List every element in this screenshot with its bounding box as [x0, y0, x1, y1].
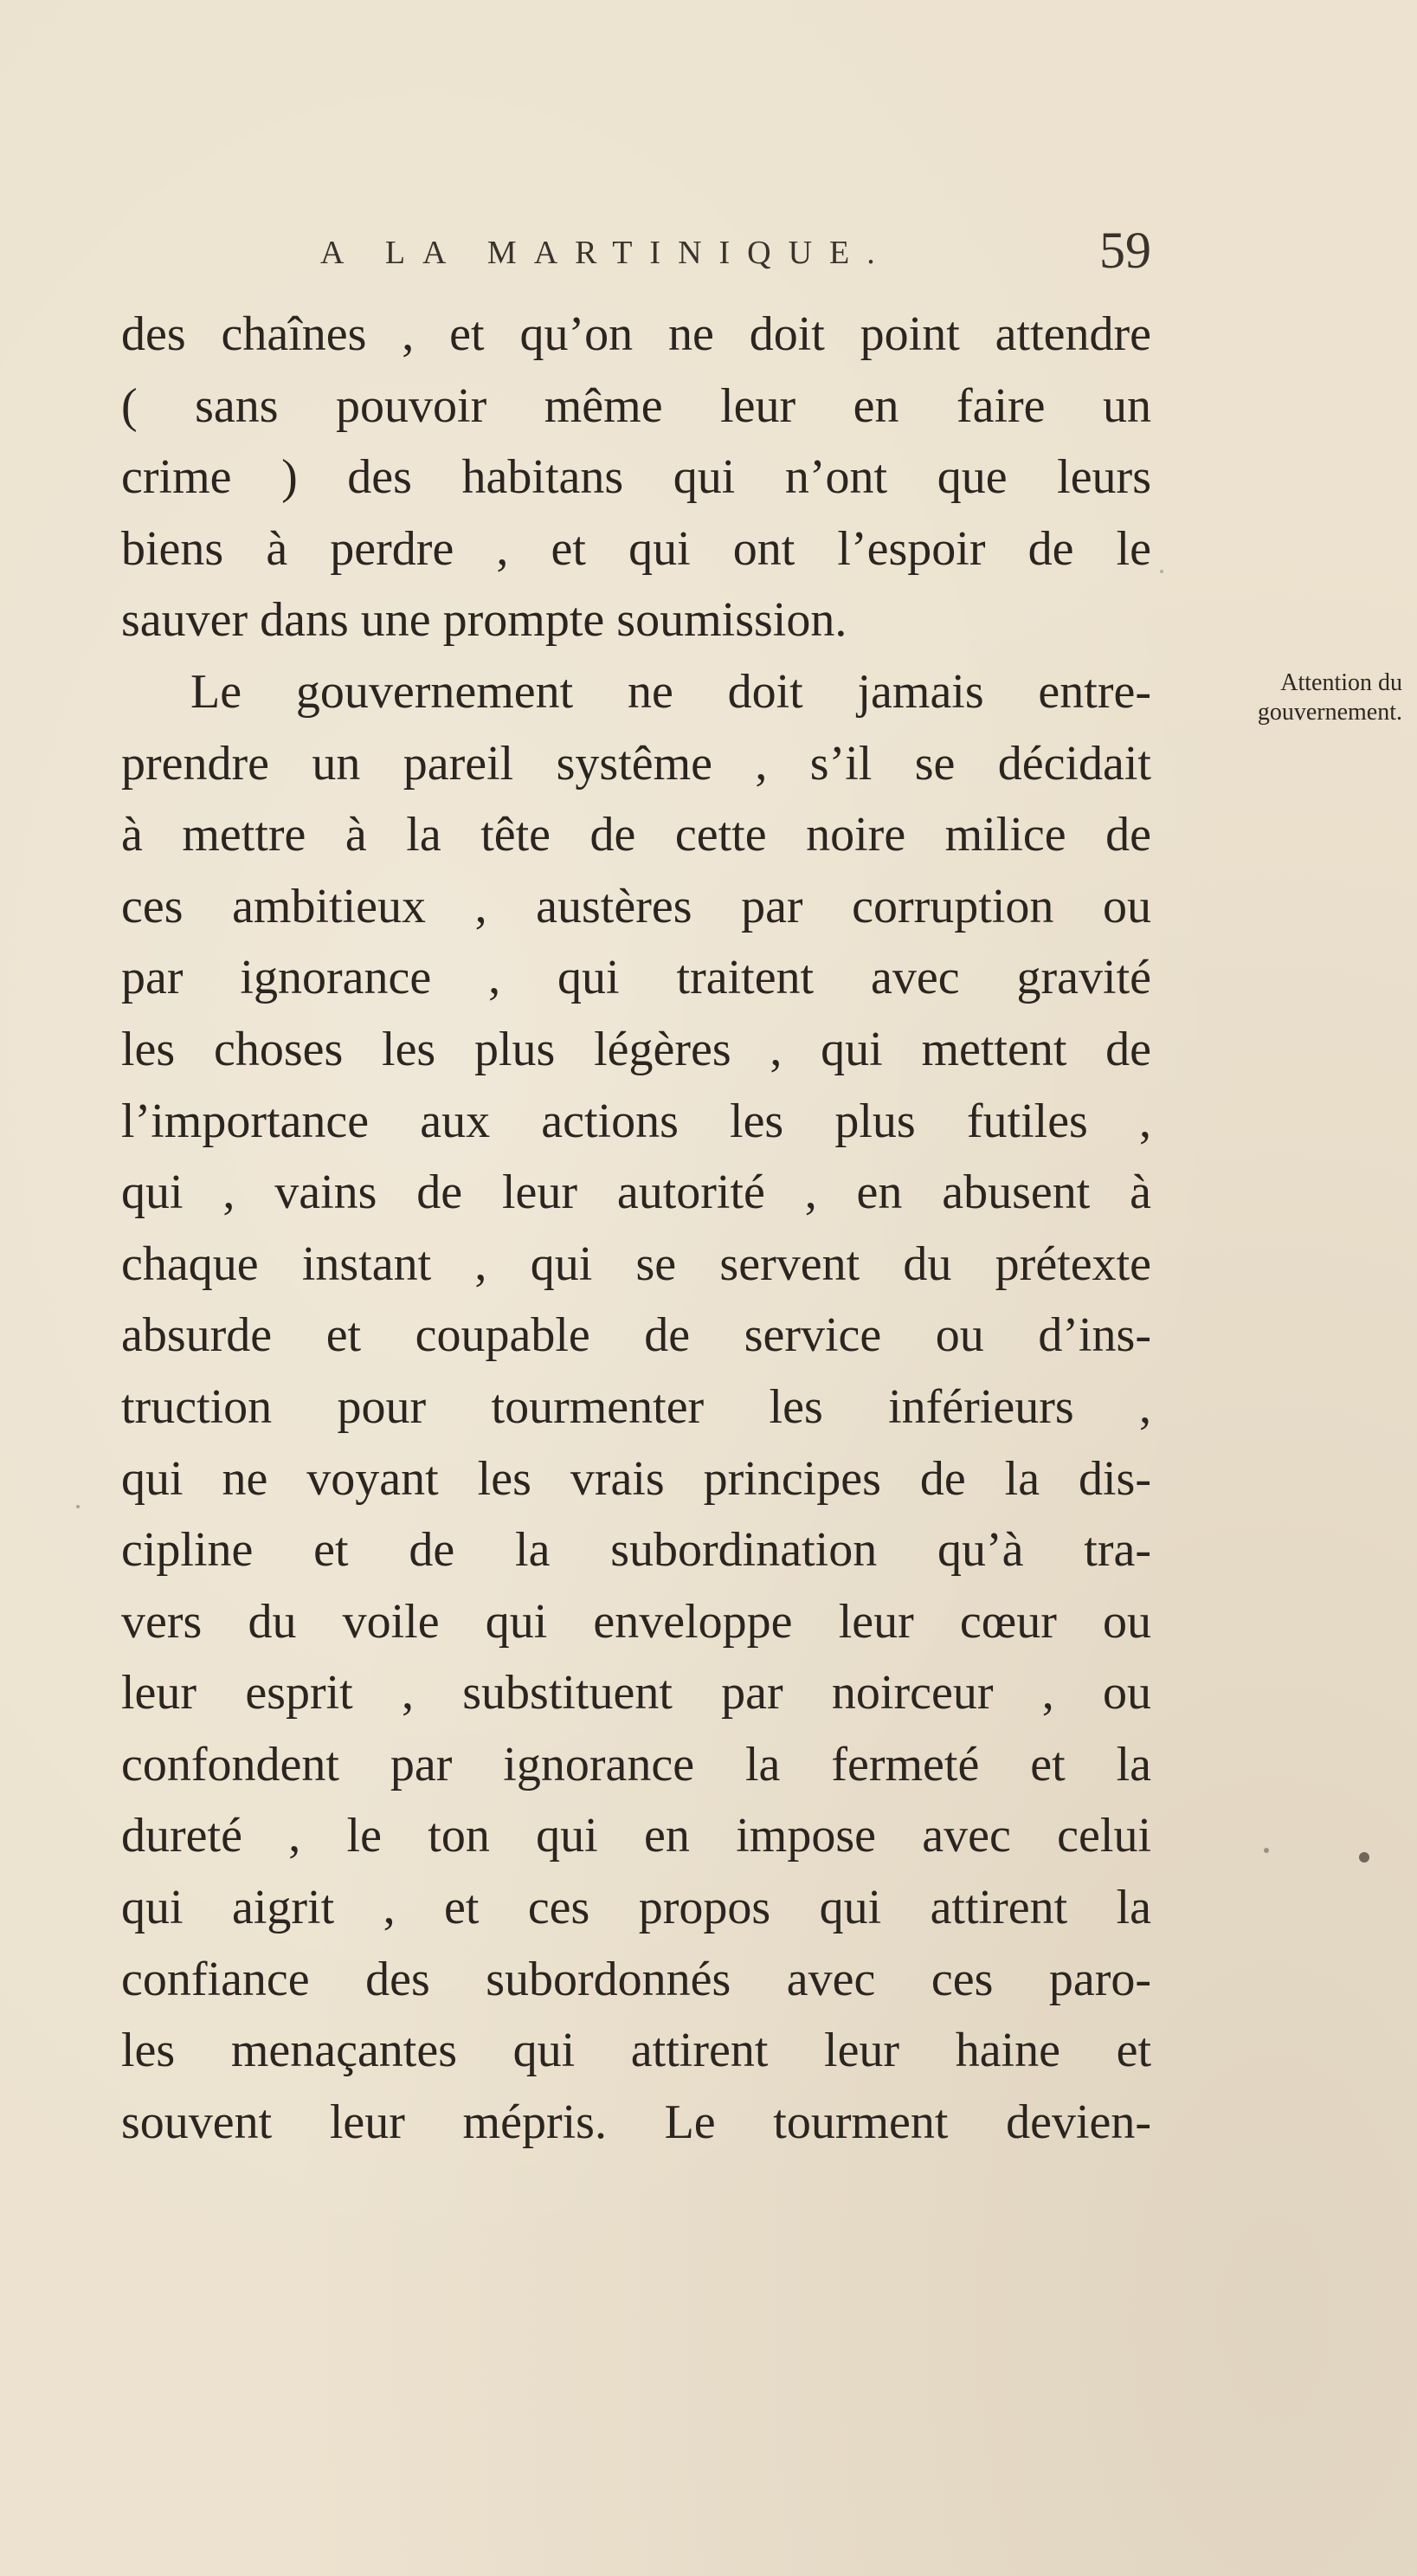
ink-speck	[1160, 570, 1163, 573]
text-line: qui ne voyant les vrais principes de la dis-	[121, 1451, 1151, 1506]
text-line: sauver dans une prompte soumission.	[121, 593, 847, 648]
ink-speck	[76, 1505, 80, 1508]
ink-speck	[1264, 1848, 1269, 1853]
text-line: leur esprit , substituent par noirceur , ou	[121, 1666, 1151, 1721]
text-line: vers du voile qui enveloppe leur cœur ou	[121, 1594, 1151, 1649]
text-line: souvent leur mépris. Le tourment devien-	[121, 2095, 1151, 2149]
text-line: ( sans pouvoir même leur en faire un	[121, 378, 1151, 433]
text-line: les choses les plus légères , qui mettent de	[121, 1022, 1151, 1076]
text-line: confondent par ignorance la fermeté et la	[121, 1737, 1151, 1792]
text-line: qui , vains de leur autorité , en abusent à	[121, 1165, 1151, 1220]
text-line: l’importance aux actions les plus futiles ,	[121, 1094, 1151, 1148]
text-line: confiance des subordonnés avec ces paro-	[121, 1952, 1151, 2006]
text-line: par ignorance , qui traitent avec gravité	[121, 951, 1151, 1005]
text-line: prendre un pareil systême , s’il se décidait	[121, 736, 1151, 791]
text-line: biens à perdre , et qui ont l’espoir de le	[121, 521, 1151, 576]
ink-speck	[1359, 1852, 1369, 1863]
text-line: des chaînes , et qu’on ne doit point attendre	[121, 307, 1151, 361]
text-line: dureté , le ton qui en impose avec celui	[121, 1809, 1151, 1863]
text-line: qui aigrit , et ces propos qui attirent la	[121, 1881, 1151, 1935]
running-head: A LA MARTINIQUE.	[320, 235, 892, 271]
text-line: absurde et coupable de service ou d’ins-	[121, 1308, 1151, 1363]
text-line: à mettre à la tête de cette noire milice de	[121, 808, 1151, 862]
marginal-note-line: Attention du	[1280, 669, 1402, 696]
text-line: cipline et de la subordination qu’à tra-	[121, 1523, 1151, 1578]
page-number: 59	[1099, 222, 1151, 279]
text-line: truction pour tourmenter les inférieurs ,	[121, 1379, 1151, 1434]
paragraph-first-line: Le gouvernement ne doit jamais entre-	[190, 664, 1151, 719]
text-line: ces ambitieux , austères par corruption ou	[121, 879, 1151, 933]
text-line: les menaçantes qui attirent leur haine et	[121, 2024, 1151, 2078]
text-line: crime ) des habitans qui n’ont que leurs	[121, 450, 1151, 505]
text-line: chaque instant , qui se servent du prétexte	[121, 1236, 1151, 1291]
marginal-note-line: gouvernement.	[1257, 699, 1402, 726]
